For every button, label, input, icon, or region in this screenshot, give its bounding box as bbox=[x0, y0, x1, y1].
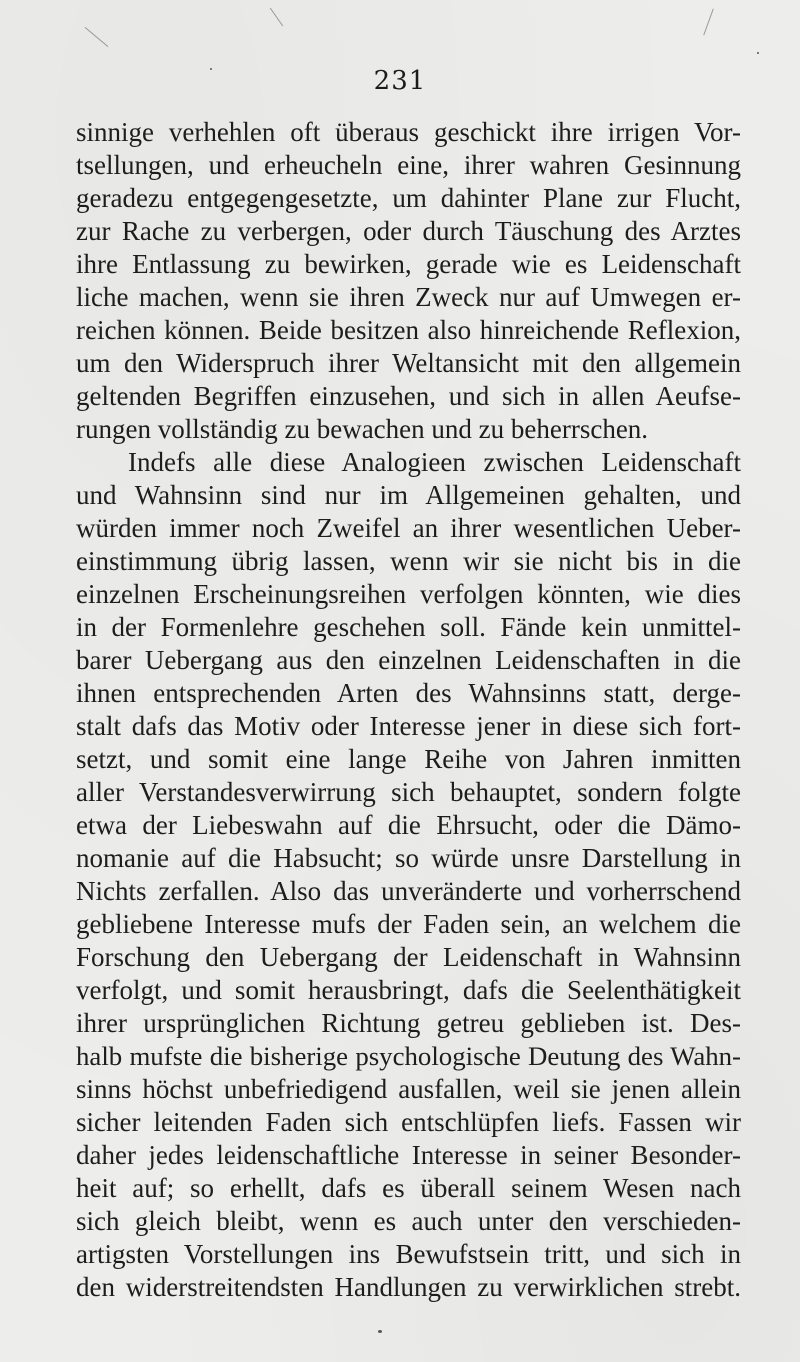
paper-speck bbox=[210, 68, 212, 70]
text-line: in der Formenlehre geschehen soll. Fände kein unmittel- bbox=[76, 612, 741, 642]
text-line: barer Uebergang aus den einzelnen Leidenschaften in die bbox=[76, 645, 741, 675]
text-line: um den Widerspruch ihrer Weltansicht mit den allgemein bbox=[76, 348, 741, 378]
text-line: geltenden Begriffen einzusehen, und sich in allen Aeufse- bbox=[76, 381, 741, 411]
text-line: halb mufste die bisherige psychologische Deutung des Wahn- bbox=[76, 1041, 741, 1071]
text-line: sicher leitenden Faden sich entschlüpfen liefs. Fassen wir bbox=[76, 1107, 741, 1137]
text-line: würden immer noch Zweifel an ihrer wesentlichen Ueber- bbox=[76, 513, 741, 543]
text-line: aller Verstandesverwirrung sich behauptet, sondern folgte bbox=[76, 777, 741, 807]
body-text bbox=[76, 116, 741, 1304]
page-number: 231 bbox=[373, 66, 427, 96]
text-line: artigsten Vorstellungen ins Bewufstsein tritt, und sich in bbox=[76, 1239, 741, 1269]
text-line: ihre Entlassung zu bewirken, gerade wie es Leidenschaft bbox=[76, 249, 741, 279]
text-line: den widerstreitendsten Handlungen zu verwirklichen strebt. bbox=[76, 1272, 741, 1302]
text-line: sinnige verhehlen oft überaus geschickt ihre irrigen Vor- bbox=[76, 117, 741, 147]
text-line: gebliebene Interesse mufs der Faden sein, an welchem die bbox=[76, 909, 741, 939]
paper-speck bbox=[378, 1330, 382, 1333]
text-line: Nichts zerfallen. Also das unveränderte und vorherrschend bbox=[76, 876, 741, 906]
text-line: daher jedes leidenschaftliche Interesse in seiner Besonder- bbox=[76, 1140, 741, 1170]
text-line: stalt dafs das Motiv oder Interesse jener in diese sich fort- bbox=[76, 711, 741, 741]
text-line: reichen können. Beide besitzen also hinreichende Reflexion, bbox=[76, 315, 741, 345]
text-line: ihrer ursprünglichen Richtung getreu geblieben ist. Des- bbox=[76, 1008, 741, 1038]
text-line: Forschung den Uebergang der Leidenschaft in Wahnsinn bbox=[76, 942, 741, 972]
text-line: sich gleich bleibt, wenn es auch unter den verschieden- bbox=[76, 1206, 741, 1236]
text-line: liche machen, wenn sie ihren Zweck nur auf Umwegen er- bbox=[76, 282, 741, 312]
text-line: zur Rache zu verbergen, oder durch Täuschung des Arztes bbox=[76, 216, 741, 246]
text-line: sinns höchst unbefriedigend ausfallen, weil sie jenen allein bbox=[76, 1074, 741, 1104]
paper-scratch bbox=[270, 8, 283, 27]
text-line: und Wahnsinn sind nur im Allgemeinen gehalten, und bbox=[76, 480, 741, 510]
paragraph-end-line: rungen vollständig zu bewachen und zu beherrschen. bbox=[76, 414, 649, 444]
text-line: heit auf; so erhellt, dafs es überall seinem Wesen nach bbox=[76, 1173, 741, 1203]
paper-scratch bbox=[703, 9, 714, 36]
text-line: etwa der Liebeswahn auf die Ehrsucht, oder die Dämo- bbox=[76, 810, 741, 840]
text-line: setzt, und somit eine lange Reihe von Jahren inmitten bbox=[76, 744, 741, 774]
text-line: tsellungen, und erheucheln eine, ihrer wahren Gesinnung bbox=[76, 150, 741, 180]
text-line: einzelnen Erscheinungsreihen verfolgen könnten, wie dies bbox=[76, 579, 741, 609]
paper-scratch bbox=[85, 27, 109, 47]
paper-speck bbox=[757, 52, 759, 54]
text-line: nomanie auf die Habsucht; so würde unsre Darstellung in bbox=[76, 843, 741, 873]
text-line: geradezu entgegengesetzte, um dahinter Plane zur Flucht, bbox=[76, 183, 741, 213]
text-line: verfolgt, und somit herausbringt, dafs die Seelenthätigkeit bbox=[76, 975, 741, 1005]
text-line: ihnen entsprechenden Arten des Wahnsinns statt, derge- bbox=[76, 678, 741, 708]
paragraph-start-line: Indefs alle diese Analogieen zwischen Leidenschaft bbox=[128, 447, 741, 477]
text-line: einstimmung übrig lassen, wenn wir sie nicht bis in die bbox=[76, 546, 741, 576]
